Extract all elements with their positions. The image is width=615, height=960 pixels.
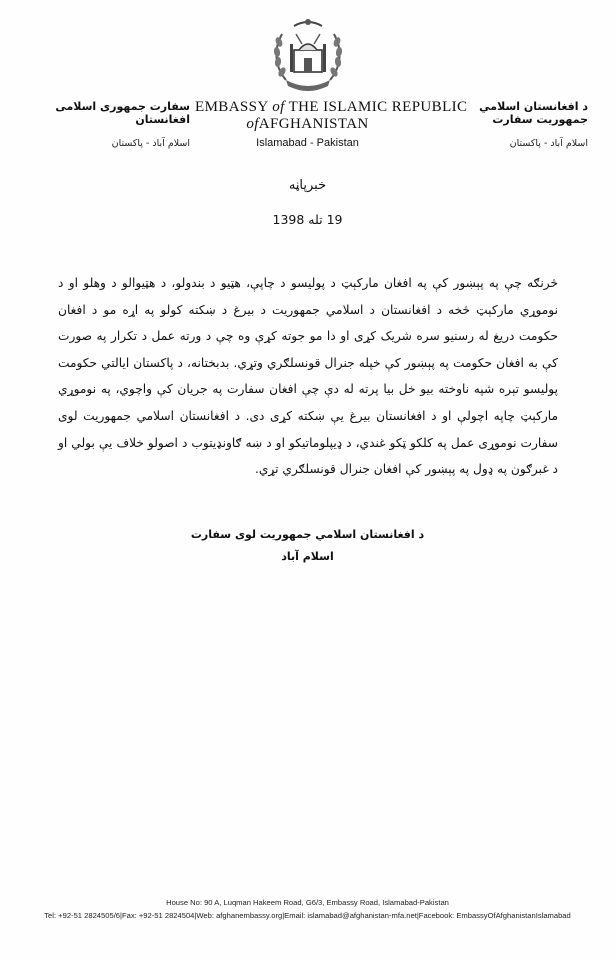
embassy-name-dari: سفارت جمهوری اسلامی افغانستان	[55, 100, 190, 126]
header-center-block	[195, 99, 468, 149]
signature-block	[0, 528, 615, 572]
afghanistan-emblem-icon	[268, 14, 348, 96]
signature-line-1: د افغانستان اسلامي جمهوریت لوی سفارت	[190, 528, 425, 541]
header-left-block	[30, 100, 190, 149]
embassy-name-pashto: د افغانستان اسلامي جمهوریت سفارت	[479, 100, 588, 126]
document-title: خبرپاڼه	[288, 178, 327, 193]
document-body: څرنګه چې په پېښور کې په افغان مارکېټ د پولیسو د چاپې، هټیو د بندولو، د هټیوالو د وهلو او د نوموړي مارکېټ څخه د افغانستان د اسلامي جمهوریت د بیرغ د ښکته کولو په اړه مو د افغان حکومت دریغ له رسنیو سره شریک کړی او دا مو جوته کړې وه چې د ورته عمل د تکرار په صورت کې به افغان حکومت په پېښور کې خپله جنرال قونسلګري وتړي. بدبختانه، د پاکستان ایالتي حکومت پولیسو تېره شپه ناوخته بیو خل بیا پرته له دې چې افغان سفارت په جریان کې واچوي، په نوموړي مارکېټ چاپه اچولې او د افغانستان بیرغ یې ښکته کړی دی. د افغانستان اسلامي جمهوریت لوی سفارت نوموړی عمل په کلکو ټکو غندي، د ډیپلوماتیکو او د ښه ګاونډیتوب د اصولو خلاف یې بولي او د غبرګون په ډول په پېښور کې افغان جنرال قونسلګري تړي.	[58, 276, 558, 477]
embassy-city-english: Islamabad - Pakistan	[256, 137, 359, 149]
footer-contact: Tel: +92-51 2824505/6|Fax: +92-51 2824504|Web: afghanembassy.org|Email: islamabad@afghanistan-mfa.net|Facebook: EmbassyOfAfghanistanIslamabad	[44, 911, 571, 920]
embassy-name-english-line2: ofAFGHANISTAN	[246, 116, 369, 132]
footer-address: House No: 90 A, Luqman Hakeem Road, G6/3, Embassy Road, Islamabad-Pakistan	[166, 898, 449, 907]
embassy-name-english-line1: EMBASSY of THE ISLAMIC REPUBLIC	[195, 99, 468, 115]
header-right-block	[428, 100, 588, 149]
footer	[0, 898, 615, 920]
signature-line-2: اسلام آباد	[281, 550, 334, 563]
embassy-city-dari: اسلام آباد - پاکستان	[111, 138, 190, 149]
embassy-city-pashto: اسلام آباد - پاکستان	[509, 138, 588, 149]
document-date: 19 تله 1398	[272, 212, 343, 227]
